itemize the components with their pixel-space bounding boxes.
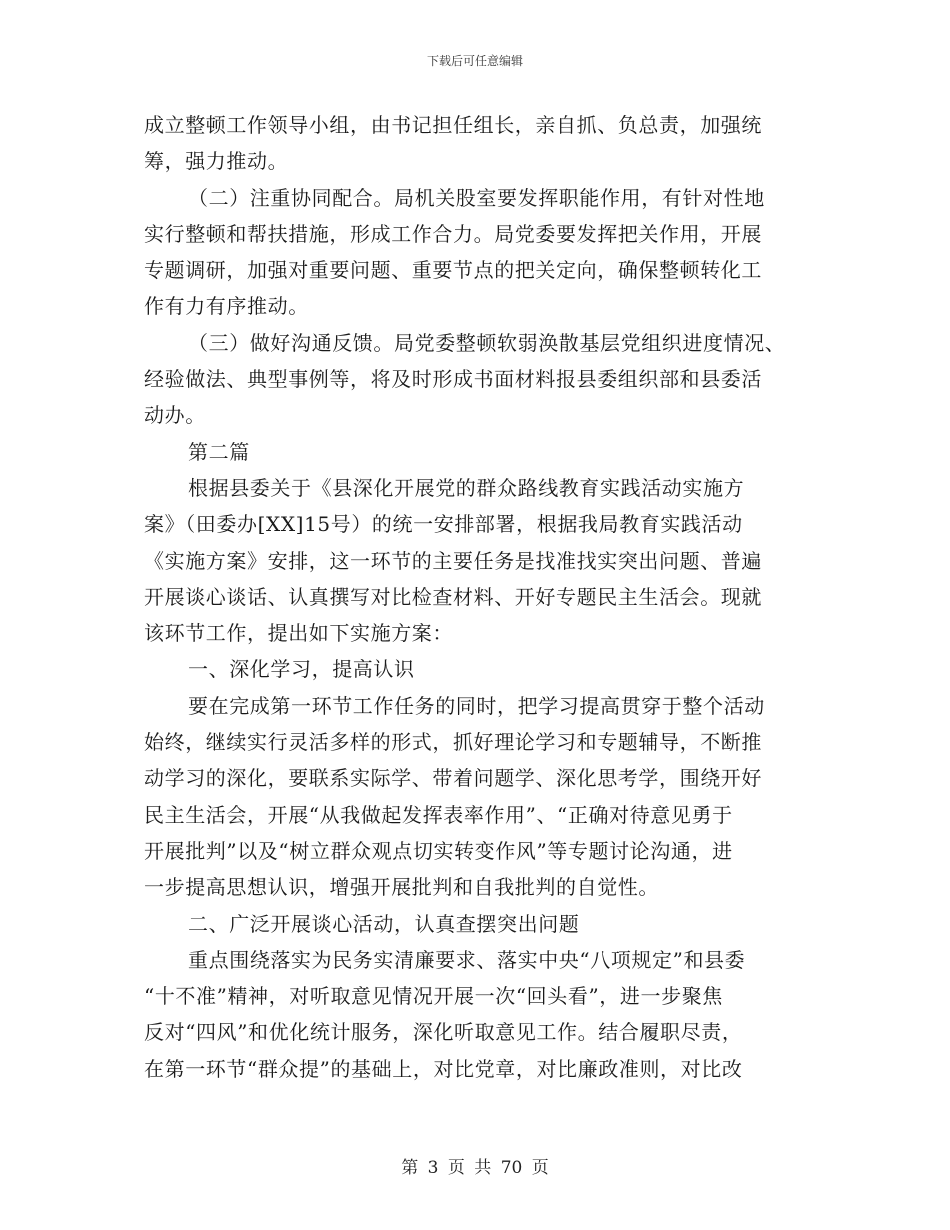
- text-line: 开展批判”以及“树立群众观点切实转变作风”等专题讨论沟通，进: [144, 838, 733, 863]
- text-line: 动办。: [144, 403, 206, 428]
- text-line: 在第一环节“群众提”的基础上，对比党章，对比廉政准则，对比改: [144, 1056, 743, 1081]
- text-line: 一步提高思想认识，增强开展批判和自我批判的自觉性。: [144, 875, 659, 900]
- text-line: 要在完成第一环节工作任务的同时，把学习提高贯穿于整个活动: [188, 693, 765, 718]
- text-line: 开展谈心谈话、认真撰写对比检查材料、开好专题民主生活会。现就: [144, 584, 762, 609]
- text-line: 根据县委关于《县深化开展党的群众路线教育实践活动实施方: [188, 475, 745, 500]
- text-line: 民主生活会，开展“从我做起发挥表率作用”、“正确对待意见勇于: [144, 802, 733, 827]
- text-line: 经验做法、典型事例等，将及时形成书面材料报县委组织部和县委活: [144, 367, 762, 392]
- text-line: “十不准”精神，对听取意见情况开展一次“回头看”，进一步聚焦: [144, 984, 723, 1009]
- text-line: 反对“四风”和优化统计服务，深化听取意见工作。结合履职尽责，: [144, 1020, 743, 1045]
- text-line: （三）做好沟通反馈。局党委整顿软弱涣散基层党组织进度情况、: [188, 330, 786, 355]
- text-line: 案》（田委办[XX]15号）的统一安排部署，根据我局教育实践活动: [144, 512, 743, 537]
- text-line: 成立整顿工作领导小组，由书记担任组长，亲自抓、负总责，加强统: [144, 113, 762, 137]
- text-line: （二）注重协同配合。局机关股室要发挥职能作用，有针对性地: [188, 185, 765, 210]
- text-line: 始终，继续实行灵活多样的形式，抓好理论学习和专题辅导，不断推: [144, 730, 762, 755]
- text-line: 该环节工作，提出如下实施方案：: [144, 621, 453, 646]
- text-line: 第二篇: [188, 439, 250, 464]
- text-line: 二、广泛开展谈心活动，认真查摆突出问题: [188, 911, 580, 936]
- text-line: 动学习的深化，要联系实际学、带着问题学、深化思考学，围绕开好: [144, 766, 762, 791]
- text-line: 作有力有序推动。: [144, 294, 309, 319]
- text-line: 专题调研，加强对重要问题、重要节点的把关定向，确保整顿转化工: [144, 258, 762, 283]
- document-body: [144, 107, 804, 1087]
- page-footer: 第 3 页 共 70 页: [401, 1158, 549, 1178]
- text-line: 重点围绕落实为民务实清廉要求、落实中央“八项规定”和县委: [188, 947, 746, 972]
- text-line: 实行整顿和帮扶措施，形成工作合力。局党委要发挥把关作用，开展: [144, 221, 762, 246]
- text-line: 一、深化学习，提高认识: [188, 657, 415, 682]
- text-line: 筹，强力推动。: [144, 149, 289, 174]
- page-header: 下载后可任意编辑: [426, 54, 523, 68]
- text-line: 《实施方案》安排，这一环节的主要任务是找准找实突出问题、普遍: [144, 548, 762, 573]
